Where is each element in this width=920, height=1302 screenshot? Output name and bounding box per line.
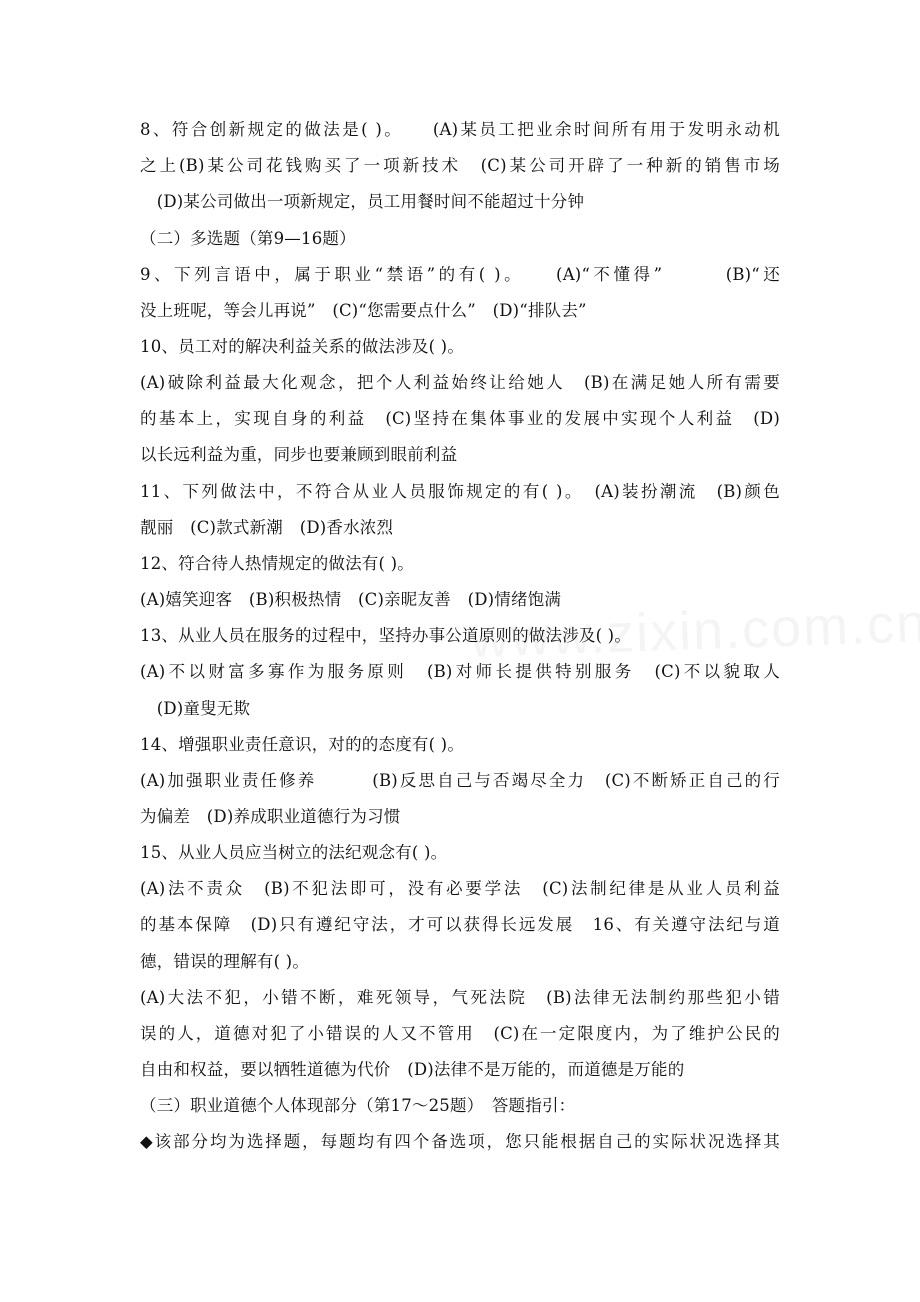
- q16-line-2: (A)大法不犯，小错不断，难死领导，气死法院 (B)法律无法制约那些犯小错: [140, 988, 780, 1007]
- q9-line-2: 没上班呢，等会儿再说” (C)“您需要点什么” (D)“排队去”: [140, 301, 587, 320]
- q8-line-3: (D)某公司做出一项新规定，员工用餐时间不能超过十分钟: [140, 192, 585, 211]
- q16-line-4: 自由和权益，要以牺牲道德为代价 (D)法律不是万能的，而道德是万能的: [140, 1060, 685, 1079]
- q14-line-3: 为偏差 (D)养成职业道德行为习惯: [140, 807, 401, 826]
- q12-line-1: 12、符合待人热情规定的做法有( )。: [140, 554, 414, 573]
- q14-line-2: (A)加强职业责任修养 (B)反思自己与否竭尽全力 (C)不断矫正自己的行: [140, 771, 780, 790]
- q10-line-1: 10、员工对的解决利益关系的做法涉及( )。: [140, 337, 465, 356]
- q15-line-2: (A)法不责众 (B)不犯法即可，没有必要学法 (C)法制纪律是从业人员利益: [140, 879, 780, 898]
- q10-line-4: 以长远利益为重，同步也要兼顾到眼前利益: [140, 445, 458, 464]
- section-multi-choice-heading: （二）多选题（第9—16题）: [140, 229, 356, 248]
- q15-line-1: 15、从业人员应当树立的法纪观念有( )。: [140, 843, 448, 862]
- q10-line-3: 的基本上，实现自身的利益 (C)坚持在集体事业的发展中实现个人利益 (D): [140, 409, 780, 428]
- q13-line-2: (A)不以财富多寡作为服务原则 (B)对师长提供特别服务 (C)不以貌取人: [140, 662, 780, 681]
- q15-line-3: 的基本保障 (D)只有遵纪守法，才可以获得长远发展 16、有关遵守法纪与道: [140, 915, 780, 934]
- instruction-line-1: ◆该部分均为选择题，每题均有四个备选项，您只能根据自己的实际状况选择其: [140, 1132, 780, 1151]
- q14-line-1: 14、增强职业责任意识，对的的态度有( )。: [140, 735, 465, 754]
- q13-line-3: (D)童叟无欺: [140, 699, 251, 718]
- q16-line-3: 误的人，道德对犯了小错误的人又不管用 (C)在一定限度内，为了维护公民的: [140, 1024, 780, 1043]
- q8-line-1: 8、符合创新规定的做法是( )。 (A)某员工把业余时间所有用于发明永动机: [140, 120, 780, 139]
- q10-line-2: (A)破除利益最大化观念，把个人利益始终让给她人 (B)在满足她人所有需要: [140, 373, 780, 392]
- q13-line-1: 13、从业人员在服务的过程中，坚持办事公道原则的做法涉及( )。: [140, 626, 632, 645]
- q11-line-1: 11、下列做法中，不符合从业人员服饰规定的有( )。 (A)装扮潮流 (B)颜色: [140, 482, 780, 501]
- section-personal-heading: （三）职业道德个人体现部分（第17～25题） 答题指引：: [140, 1096, 576, 1115]
- q9-line-1: 9、下列言语中，属于职业“禁语”的有( )。 (A)“不懂得” (B)“还: [140, 265, 780, 284]
- q12-line-2: (A)嬉笑迎客 (B)积极热情 (C)亲昵友善 (D)情绪饱满: [140, 590, 562, 609]
- q16-line-1: 德，错误的理解有( )。: [140, 952, 310, 971]
- q11-line-2: 靓丽 (C)款式新潮 (D)香水浓烈: [140, 518, 394, 537]
- q8-line-2: 之上(B)某公司花钱购买了一项新技术 (C)某公司开辟了一种新的销售市场: [140, 156, 780, 175]
